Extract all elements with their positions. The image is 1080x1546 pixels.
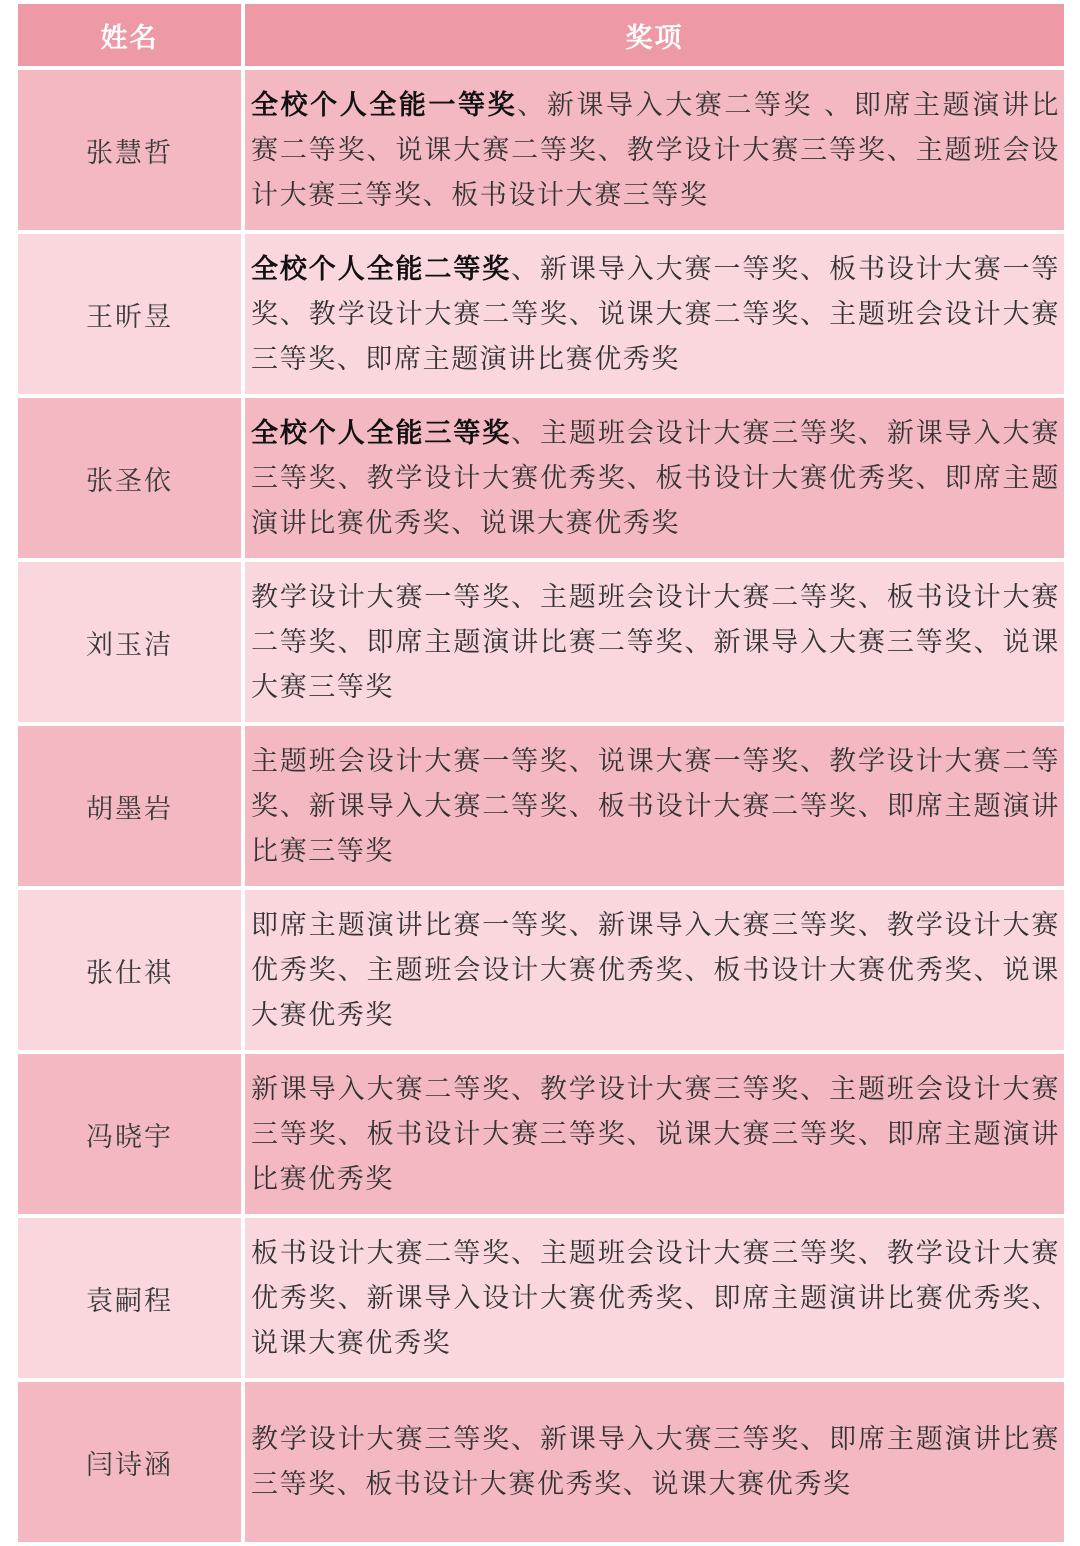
award-list: 教学设计大赛一等奖、主题班会设计大赛二等奖、板书设计大赛二等奖、即席主题演讲比赛二等奖、新课导入大赛三等奖、说课大赛三等奖 xyxy=(251,581,1060,703)
award-list: 新课导入大赛二等奖、教学设计大赛三等奖、主题班会设计大赛三等奖、板书设计大赛三等奖、说课大赛三等奖、即席主题演讲比赛优秀奖 xyxy=(251,1073,1060,1195)
table-row xyxy=(18,70,1064,230)
award-list: 、新课导入大赛二等奖 、即席主题演讲比赛二等奖、说课大赛二等奖、教学设计大赛三等奖、主题班会设计大赛三等奖、板书设计大赛三等奖 xyxy=(251,89,1061,211)
award-cell xyxy=(245,890,1064,1050)
table-row xyxy=(18,1382,1064,1542)
table-row xyxy=(18,398,1064,558)
student-name: 张仕祺 xyxy=(18,890,241,1050)
student-name: 袁嗣程 xyxy=(18,1218,241,1378)
overall-award: 全校个人全能一等奖 xyxy=(251,89,518,121)
table-row xyxy=(18,1218,1064,1378)
student-name: 张圣依 xyxy=(18,398,241,558)
award-cell xyxy=(245,1382,1064,1542)
table-row xyxy=(18,234,1064,394)
award-cell xyxy=(245,726,1064,886)
table-row xyxy=(18,726,1064,886)
award-cell xyxy=(245,1054,1064,1214)
award-cell xyxy=(245,70,1064,230)
award-cell xyxy=(245,398,1064,558)
overall-award: 全校个人全能三等奖 xyxy=(251,417,512,449)
table-row xyxy=(18,890,1064,1050)
student-name: 张慧哲 xyxy=(18,70,241,230)
award-list: 、主题班会设计大赛三等奖、新课导入大赛三等奖、教学设计大赛优秀奖、板书设计大赛优秀奖、即席主题演讲比赛优秀奖、说课大赛优秀奖 xyxy=(251,417,1060,539)
award-list: 板书设计大赛二等奖、主题班会设计大赛三等奖、教学设计大赛优秀奖、新课导入设计大赛优秀奖、即席主题演讲比赛优秀奖、说课大赛优秀奖 xyxy=(251,1237,1060,1359)
award-cell xyxy=(245,234,1064,394)
award-list: 教学设计大赛三等奖、新课导入大赛三等奖、即席主题演讲比赛三等奖、板书设计大赛优秀奖、说课大赛优秀奖 xyxy=(251,1424,1060,1500)
overall-award: 全校个人全能二等奖 xyxy=(251,253,512,285)
table-row xyxy=(18,1054,1064,1214)
student-name: 刘玉洁 xyxy=(18,562,241,722)
header-name: 姓名 xyxy=(18,4,241,66)
table-header xyxy=(18,4,1064,66)
header-award: 奖项 xyxy=(245,4,1064,66)
student-name: 冯晓宇 xyxy=(18,1054,241,1214)
awards-table xyxy=(18,4,1064,1546)
table-row xyxy=(18,562,1064,722)
award-cell xyxy=(245,562,1064,722)
award-list: 、新课导入大赛一等奖、板书设计大赛一等奖、教学设计大赛二等奖、说课大赛二等奖、主题班会设计大赛三等奖、即席主题演讲比赛优秀奖 xyxy=(251,253,1060,375)
student-name: 胡墨岩 xyxy=(18,726,241,886)
student-name: 闫诗涵 xyxy=(18,1382,241,1542)
award-list: 主题班会设计大赛一等奖、说课大赛一等奖、教学设计大赛二等奖、新课导入大赛二等奖、板书设计大赛二等奖、即席主题演讲比赛三等奖 xyxy=(251,745,1060,867)
award-list: 即席主题演讲比赛一等奖、新课导入大赛三等奖、教学设计大赛优秀奖、主题班会设计大赛优秀奖、板书设计大赛优秀奖、说课大赛优秀奖 xyxy=(251,909,1060,1031)
student-name: 王昕昱 xyxy=(18,234,241,394)
award-cell xyxy=(245,1218,1064,1378)
